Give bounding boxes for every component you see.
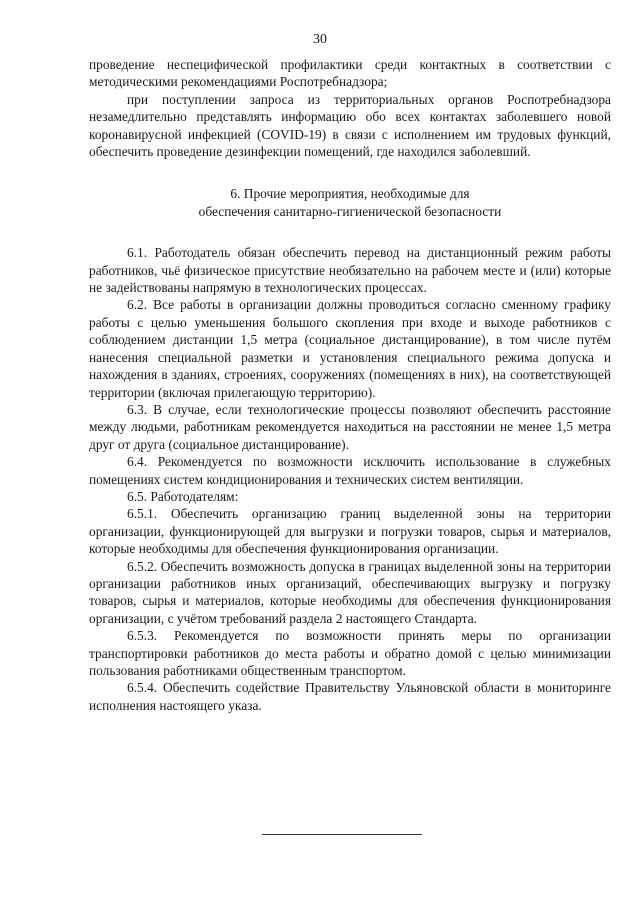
item-6-5: 6.5. Работодателям:: [127, 488, 239, 504]
item-6-2: 6.2. Все работы в организации должны проводиться согласно сменному графику работы с целью уменьшения большого скопления при входе и выходе работников с соблюдением дистанции 1,5 метра (социальное дистанцирование), в том числе путём нанесения специальной разметки и установления специального режима допуска и нахождения в зданиях, строениях, сооружениях (помещениях в них), на соответствующей территории (включая прилегающую территорию).: [89, 297, 611, 400]
section-heading-line-2: обеспечения санитарно-гигиенической безопасности: [198, 203, 502, 219]
item-6-5-3: 6.5.3. Рекомендуется по возможности принять меры по организации транспортировки работников до места работы и обратно домой с целью минимизации пользования работниками общественным транспортом.: [89, 628, 611, 678]
page-number: 30: [313, 32, 327, 47]
item-6-1: 6.1. Работодатель обязан обеспечить перевод на дистанционный режим работы работников, чьё физическое присутствие необязательно на рабочем месте и (или) которые не задействованы напрямую в технологических процессах.: [89, 245, 611, 296]
item-6-5-1: 6.5.1. Обеспечить организацию границ выделенной зоны на территории организации, функционирующей для выгрузки и погрузки товаров, сырья и материалов, которые необходимы для обеспечения функционирования организации.: [89, 506, 611, 557]
section-heading-line-1: 6. Прочие мероприятия, необходимые для: [230, 186, 470, 202]
item-6-3: 6.3. В случае, если технологические процессы позволяют обеспечить расстояние между людьми, работникам рекомендуется находиться на расстоянии не менее 1,5 метра друг от друга (социальное дистанцирование).: [89, 401, 611, 452]
document-body: [89, 56, 611, 714]
paragraph-intro-1: проведение неспецифической профилактики среди контактных в соответствии с методическими рекомендациями Роспотребнадзора;: [89, 57, 611, 90]
item-6-5-2: 6.5.2. Обеспечить возможность допуска в границах выделенной зоны на территории организации работников иных организаций, обеспечивающих выгрузку и погрузку товаров, сырья и материалов, которые необходимы для обеспечения функционирования организации, с учётом требований раздела 2 настоящего Стандарта.: [89, 558, 611, 626]
item-6-4: 6.4. Рекомендуется по возможности исключить использование в служебных помещениях систем кондиционирования и технических систем вентиляции.: [89, 454, 611, 487]
item-6-5-4: 6.5.4. Обеспечить содействие Правительству Ульяновской области в мониторинге исполнения настоящего указа.: [89, 680, 611, 713]
paragraph-intro-2: при поступлении запроса из территориальных органов Роспотребнадзора незамедлительно представлять информацию обо всех контактах заболевшего новой коронавирусной инфекцией (COVID-19) в связи с исполнением им трудовых функций, обеспечить проведение дезинфекции помещений, где находился заболевший.: [89, 91, 611, 160]
closing-divider-line: [262, 834, 422, 835]
